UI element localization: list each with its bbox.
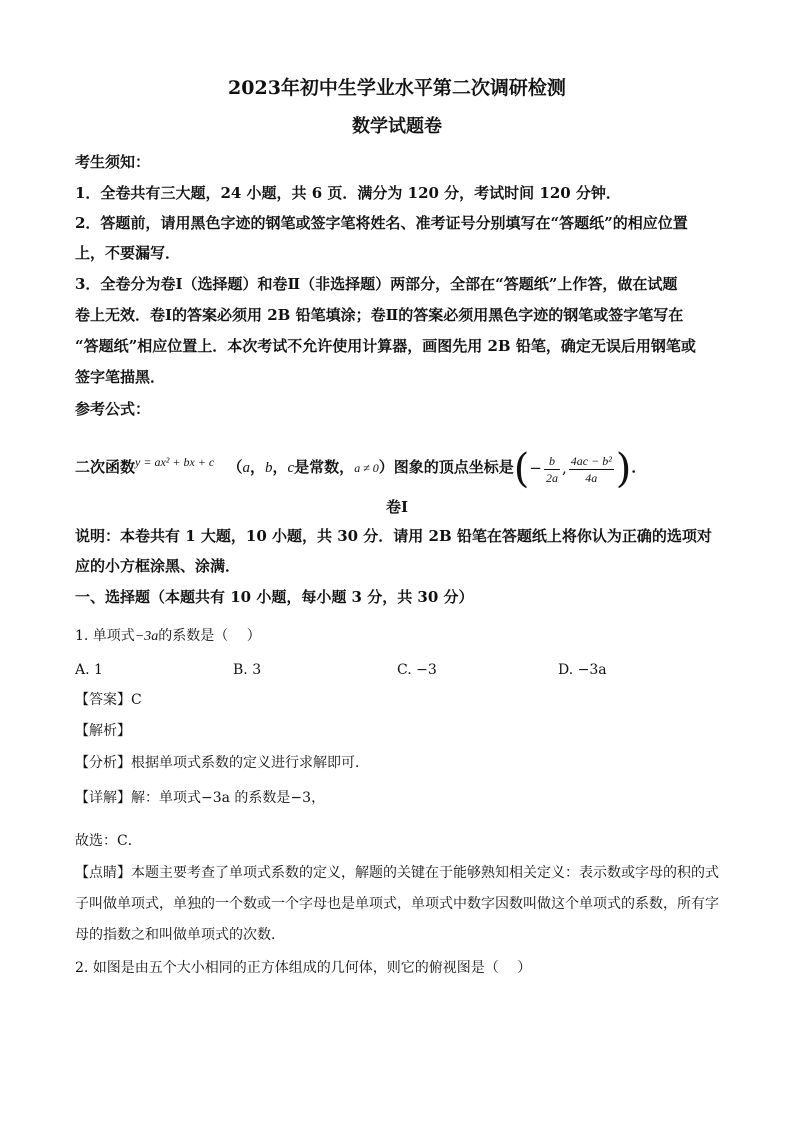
exam-title: 2023年初中生学业水平第二次调研检测 (228, 77, 566, 99)
notice-item-3-line-3: “答题纸”相应位置上．本次考试不允许使用计算器，画图先用 2B 铅笔，确定无误后用钢笔或 (75, 337, 696, 355)
q1-stem: 1. 单项式−3a的系数是（ ） (75, 628, 261, 644)
formula-heading: 参考公式： (75, 400, 151, 418)
exam-subtitle: 数学试题卷 (352, 116, 442, 137)
q1-option-d: D. −3a (558, 662, 607, 678)
q1-analysis-tag: 【解析】 (75, 723, 131, 739)
q1-detail: 【详解】解：单项式−3a 的系数是−3， (75, 790, 326, 806)
q1-expression: −3a (134, 629, 159, 644)
q1-options (75, 658, 724, 682)
section-heading: 一、选择题（本题共有 10 小题，每小题 3 分，共 30 分） (75, 588, 474, 606)
q1-choose: 故选：C． (75, 833, 142, 849)
q2-stem: 2. 如图是由五个大小相同的正方体组成的几何体，则它的俯视图是（ ） (75, 960, 532, 976)
q1-option-b: B. 3 (233, 662, 262, 678)
q1-comment-line-3: 母的指数之和叫做单项式的次数． (75, 927, 285, 943)
q1-option-a: A. 1 (75, 662, 103, 678)
q1-analysis: 【分析】根据单项式系数的定义进行求解即可． (75, 755, 369, 771)
volume-1-desc-line-1: 说明：本卷共有 1 大题，10 小题，共 30 分．请用 2B 铅笔在答题纸上将你认为正确的选项对 (75, 527, 712, 545)
notice-item-2-line-1: 2．答题前，请用黑色字迹的钢笔或签字笔将姓名、准考证号分别填写在“答题纸”的相应位置 (75, 214, 688, 232)
q1-answer: 【答案】C (75, 692, 142, 708)
notice-item-2-line-2: 上，不要漏写． (75, 244, 181, 262)
vertex-y-fraction: $\frac{\text{4ac − b²}}{4a}$ (570, 453, 612, 485)
vertex-coordinate: (− $\frac{b}{2a}$ , $\frac{\text{4ac − b²}}{4a}$ ) (513, 446, 632, 492)
volume-1-heading: 卷Ⅰ (385, 498, 409, 516)
formula-line: 二次函数$^{y = ax^2 + bx + c}$ （a，b，c是常数，a ≠ 0）图象的顶点坐标是(− $\frac{b}{2a}$ , $\frac{\text{4ac − b²}}{4a}$ )． (75, 446, 647, 492)
condition-a-nonzero: a ≠ 0 (354, 461, 379, 475)
notice-item-3-line-4: 签字笔描黑． (75, 368, 166, 386)
notice-item-1: 1．全卷共有三大题，24 小题，共 6 页．满分为 120 分，考试时间 120 分钟． (75, 184, 621, 202)
q1-comment-line-1: 【点睛】本题主要考查了单项式系数的定义，解题的关键在于能够熟知相关定义：表示数或字母的积的式 (75, 865, 719, 881)
vertex-x-fraction: $\frac{b}{2a}$ (545, 453, 558, 485)
quadratic-expression: y = ax² + bx + c (135, 455, 215, 469)
volume-1-desc-line-2: 应的小方框涂黑、涂满． (75, 557, 241, 575)
q1-option-c: C. −3 (397, 662, 437, 678)
var-b: b (264, 460, 273, 476)
notice-heading: 考生须知： (75, 153, 151, 171)
notice-item-3-line-2: 卷上无效．卷Ⅰ的答案必须用 2B 铅笔填涂；卷Ⅱ的答案必须用黑色字迹的钢笔或签字笔写在 (75, 306, 684, 324)
notice-item-3-line-1: 3．全卷分为卷Ⅰ（选择题）和卷Ⅱ（非选择题）两部分，全部在“答题纸”上作答，做在试题 (75, 275, 678, 293)
formula-prefix: 二次函数 (75, 458, 136, 476)
q1-comment-line-2: 子叫做单项式，单独的一个数或一个字母也是单项式，单项式中数字因数叫做这个单项式的系数，所有字 (75, 896, 719, 912)
var-c: c (287, 460, 295, 476)
var-a: a (242, 460, 250, 476)
